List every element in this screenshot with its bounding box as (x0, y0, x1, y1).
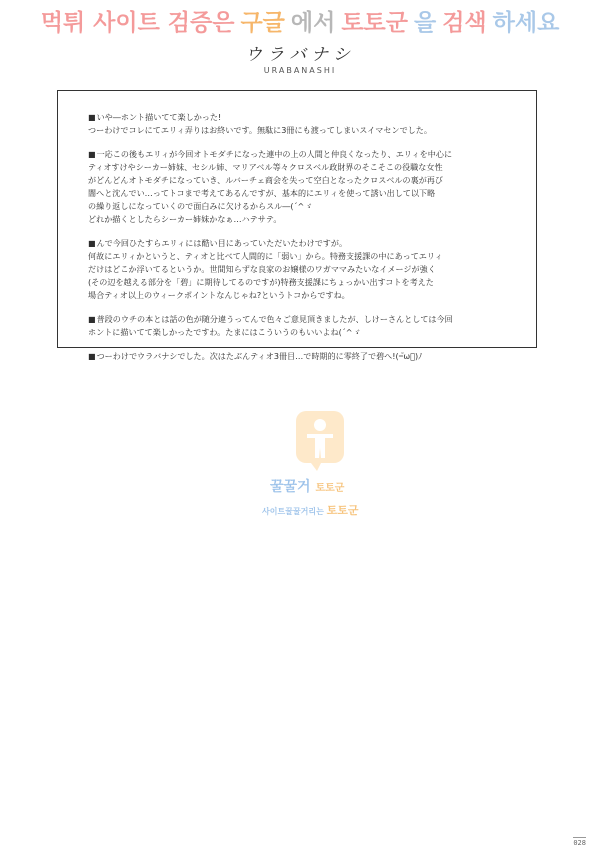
watermark-text: 꿀꿀거 토토군 (270, 479, 345, 495)
promo-banner (0, 0, 600, 40)
text-line: ティオすけやシーカー姉妹、セシル姉、マリアベル等々クロスベル政財界のそこそこの役職な女性 (88, 162, 443, 172)
bullet: ■ (88, 315, 96, 324)
bullet: ■ (88, 113, 96, 122)
paragraph (88, 237, 518, 302)
paragraph (88, 350, 518, 363)
afterword-box (57, 90, 537, 361)
text-line: だけはどこか浮いてるというか。世間知らずな良家のお嬢様のワガママみたいなイメージが強く (88, 264, 436, 274)
paragraph (88, 313, 518, 339)
person-icon (295, 410, 345, 472)
text-line: ■んで今回ひたすらエリィには酷い目にあっていただいたわけですが。 (88, 238, 348, 248)
text-line: (その辺を越える部分を「碧」に期待してるのですが)特務支援課にちょっかい出すコトを考えた (88, 277, 434, 287)
paragraph (88, 111, 518, 137)
bullet: ■ (88, 352, 96, 361)
title-kana: ウラバナシ (245, 45, 355, 65)
banner-segment: 구글 (240, 9, 285, 36)
text-line: つーわけでコレにてエリィ弄りはお終いです。無駄に3冊にも渡ってしまいスイマセンでした。 (88, 125, 432, 135)
text-line: どれか描くとしたらシーカー姉妹かなぁ…ハテサテ。 (88, 214, 282, 224)
text-line: ホントに描いてて楽しかったですわ。たまにはこういうのもいいよね(´^ゞ (88, 327, 361, 337)
banner-segment: 먹튀 사이트 검증은 (40, 9, 235, 36)
text-line: の繰り返しになっていくので面白みに欠けるからスル―(´^ゞ (88, 201, 313, 211)
watermark-text: 사이트꿀꿀거리는 토토군 (262, 504, 359, 517)
banner-segment: 을 (413, 9, 437, 36)
page-number: 028 (573, 839, 586, 847)
banner-segment: 에서 (290, 9, 336, 36)
watermark (260, 410, 380, 540)
bullet: ■ (88, 239, 96, 248)
title-roman: URABANASHI (263, 66, 337, 75)
banner-segment: 검색 (442, 9, 487, 36)
banner-segment: 토토군 (341, 9, 408, 36)
text-line: 場合ティオ以上のウィークポイントなんじゃね?というトコからですね。 (88, 290, 350, 300)
section-title (0, 40, 600, 75)
text-line: ■普段のウチの本とは話の色が随分違うってんで色々ご意見頂きましたが、しけーさんとしては今回 (88, 314, 453, 324)
text-line: ■つーわけでウラバナシでした。次はたぶんティオ3冊目…で時期的に零終了で碧へ!(=゚ω゚)ﾉ (88, 351, 423, 361)
text-line: 何故にエリィかというと、ティオと比べて人間的に「弱い」から。特務支援課の中にあってエリィ (88, 251, 443, 261)
text-line: ■いや―ホント描いてて楽しかった! (88, 112, 222, 122)
bullet: ■ (88, 150, 96, 159)
text-line: 闇へと沈んでい…ってトコまで考えてあるんですが、基本的にエリィを使って誘い出して以下略 (88, 188, 436, 198)
banner-segment: 하세요 (492, 9, 560, 36)
text-line: がどんどんオトモダチになっていき、ルバーチェ商会を失って空白となったクロスベルの裏が再び (88, 175, 443, 185)
text-line: ■一応この後もエリィが今回オトモダチになった連中の上の人間と仲良くなったり、エリィを中心に (88, 149, 453, 159)
paragraph (88, 148, 518, 226)
